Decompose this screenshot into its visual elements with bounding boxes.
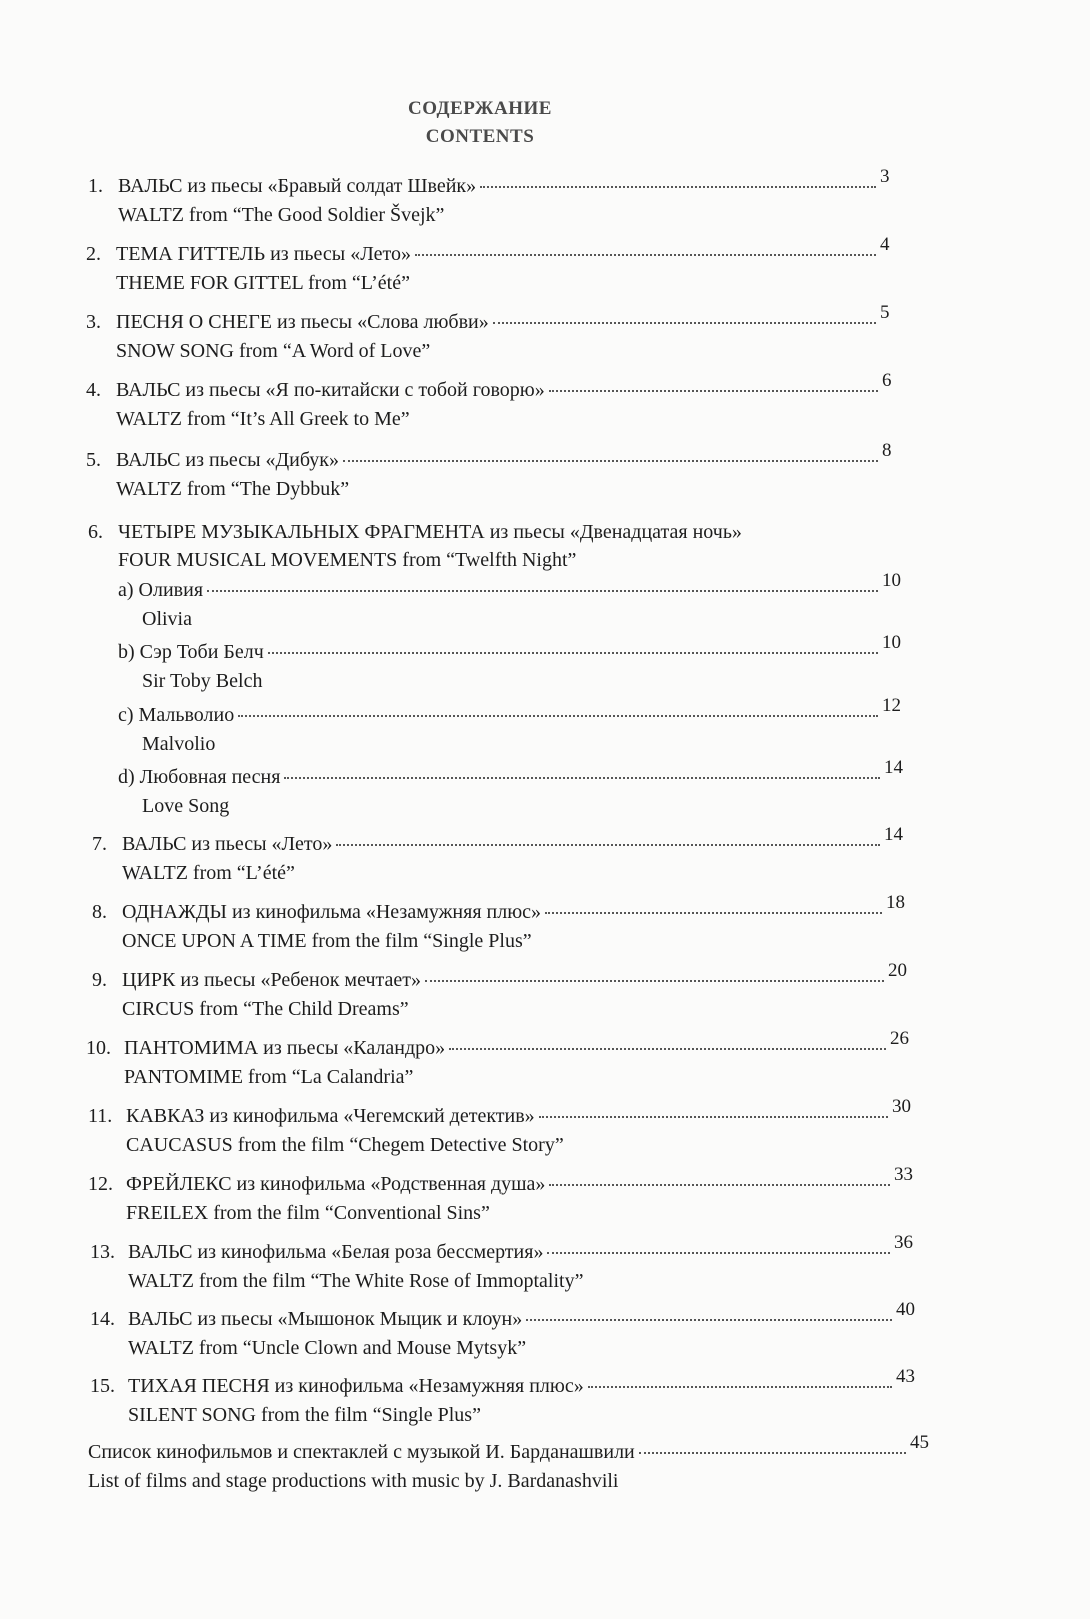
contents-entry [92,960,916,1023]
entry-title-ru: ФРЕЙЛЕКС из кинофильма «Родственная душа» [126,1173,546,1195]
entry-page: 26 [890,1028,909,1049]
entry-page: 3 [880,166,890,187]
entry-number: 7. [92,833,107,855]
contents-entry [90,1366,924,1429]
entry-title-en: WALTZ from the film “The White Rose of Immoptality” [128,1270,584,1292]
subentry-letter: b) [118,641,135,663]
contents-entry [92,824,912,887]
entry-title-en: THEME FOR GITTEL from “L’été” [116,272,410,294]
entry-number: 3. [86,311,101,333]
entry-number: 1. [88,175,103,197]
entry-title-en: CAUCASUS from the film “Chegem Detective Story” [126,1134,564,1156]
dot-leader [207,590,878,592]
entry-title-en: WALTZ from “The Dybbuk” [116,478,350,500]
contents-entry [86,302,908,365]
entry-title-ru: ВАЛЬС из пьесы «Дибук» [116,449,340,471]
entry-number: 10. [86,1037,111,1059]
contents-subentry [118,632,910,695]
dot-leader [480,186,876,188]
dot-leader [547,1252,890,1254]
dot-leader [588,1386,892,1388]
entry-number: 12. [88,1173,113,1195]
contents-entry [90,1299,924,1362]
entry-number: 4. [86,379,101,401]
entry-page: 5 [880,302,890,323]
contents-entry [88,1164,922,1227]
entry-number: 9. [92,969,107,991]
dot-leader [343,460,878,462]
entry-title-ru: ТЕМА ГИТТЕЛЬ из пьесы «Лето» [116,243,411,265]
dot-leader [549,1184,890,1186]
appendix-title-ru: Список кинофильмов и спектаклей с музыкой И. Барданашвили [88,1441,635,1463]
contents-entry [86,234,908,297]
entry-number: 13. [90,1241,115,1263]
contents-subentry [118,695,910,758]
subentry-title-ru: Оливия [138,579,204,601]
subentry-title-en: Olivia [142,608,192,630]
dot-leader [284,777,880,779]
entry-page: 6 [882,370,892,391]
contents-entry [88,1096,920,1159]
entry-page: 14 [884,824,903,845]
entry-title-ru: ТИХАЯ ПЕСНЯ из кинофильма «Незамужняя плюс» [128,1375,584,1397]
contents-entry [88,518,918,574]
entry-title-en: WALTZ from “The Good Soldier Švejk” [118,204,445,226]
entry-page: 8 [882,440,892,461]
dot-leader [526,1319,892,1321]
entry-title-ru: ПАНТОМИМА из пьесы «Каландро» [124,1037,446,1059]
subentry-page: 12 [882,695,901,716]
dot-leader [238,715,878,717]
entry-title-en: FREILEX from the film “Conventional Sins” [126,1202,490,1224]
dot-leader [415,254,876,256]
contents-entry [86,440,910,503]
subentry-title-en: Sir Toby Belch [142,670,263,692]
dot-leader [336,844,880,846]
entry-page: 30 [892,1096,911,1117]
entry-title-en: WALTZ from “It’s All Greek to Me” [116,408,410,430]
entry-title-ru: КАВКАЗ из кинофильма «Чегемский детектив» [126,1105,535,1127]
subentry-title-en: Malvolio [142,733,216,755]
entry-title-en: FOUR MUSICAL MOVEMENTS from “Twelfth Night” [118,549,577,571]
entry-page: 33 [894,1164,913,1185]
appendix-page: 45 [910,1432,929,1453]
entry-title-en: SNOW SONG from “A Word of Love” [116,340,431,362]
contents-subentry [118,570,910,633]
entry-number: 5. [86,449,101,471]
entry-title-ru: ОДНАЖДЫ из кинофильма «Незамужняя плюс» [122,901,542,923]
subentry-letter: a) [118,579,134,601]
entry-page: 4 [880,234,890,255]
subentry-title-ru: Любовная песня [139,766,281,788]
subentry-title-en: Love Song [142,795,230,817]
contents-entry [92,892,914,955]
subentry-page: 14 [884,757,903,778]
heading-ru: СОДЕРЖАНИЕ [408,98,552,119]
entry-page: 36 [894,1232,913,1253]
subentry-letter: d) [118,766,135,788]
dot-leader [449,1048,886,1050]
dot-leader [268,652,878,654]
subentry-title-ru: Сэр Тоби Белч [139,641,264,663]
dot-leader [539,1116,888,1118]
entry-page: 18 [886,892,905,913]
entry-title-en: SILENT SONG from the film “Single Plus” [128,1404,481,1426]
dot-leader [639,1452,906,1454]
subentry-page: 10 [882,632,901,653]
entry-page: 20 [888,960,907,981]
entry-title-en: CIRCUS from “The Child Dreams” [122,998,409,1020]
entry-number: 2. [86,243,101,265]
appendix-entry [88,1432,938,1495]
dot-leader [493,322,876,324]
entry-title-ru: ВАЛЬС из пьесы «Мышонок Мыцик и клоун» [128,1308,523,1330]
entry-number: 6. [88,521,103,543]
subentry-title-ru: Мальволио [138,704,235,726]
entry-title-en: PANTOMIME from “La Calandria” [124,1066,414,1088]
entry-number: 8. [92,901,107,923]
entry-page: 40 [896,1299,915,1320]
dot-leader [545,912,882,914]
appendix-title-en: List of films and stage productions with music by J. Bardanashvili [88,1470,619,1492]
entry-title-ru: ПЕСНЯ О СНЕГЕ из пьесы «Слова любви» [116,311,489,333]
contents-entry [86,370,910,433]
heading-en: CONTENTS [425,126,535,147]
entry-title-en: ONCE UPON A TIME from the film “Single Plus” [122,930,532,952]
subentry-letter: c) [118,704,134,726]
contents-entry [86,1028,918,1091]
entry-title-ru: ВАЛЬС из пьесы «Бравый солдат Швейк» [118,175,477,197]
entry-title-ru: ВАЛЬС из пьесы «Я по-китайски с тобой говорю» [116,379,545,401]
subentry-page: 10 [882,570,901,591]
entry-title-ru: ЦИРК из пьесы «Ребенок мечтает» [122,969,421,991]
contents-entry [90,1232,922,1295]
entry-title-ru: ВАЛЬС из кинофильма «Белая роза бессмертия» [128,1241,544,1263]
dot-leader [549,390,878,392]
entry-page: 43 [896,1366,915,1387]
entry-title-ru: ЧЕТЫРЕ МУЗЫКАЛЬНЫХ ФРАГМЕНТА из пьесы «Двенадцатая ночь» [118,521,742,543]
entry-number: 14. [90,1308,115,1330]
entry-title-en: WALTZ from “L’été” [122,862,295,884]
dot-leader [425,980,884,982]
contents-entry [88,166,908,229]
entry-title-ru: ВАЛЬС из пьесы «Лето» [122,833,333,855]
contents-subentry [118,757,912,820]
entry-number: 11. [88,1105,113,1127]
entry-title-en: WALTZ from “Uncle Clown and Mouse Mytsyk” [128,1337,527,1359]
entry-number: 15. [90,1375,115,1397]
